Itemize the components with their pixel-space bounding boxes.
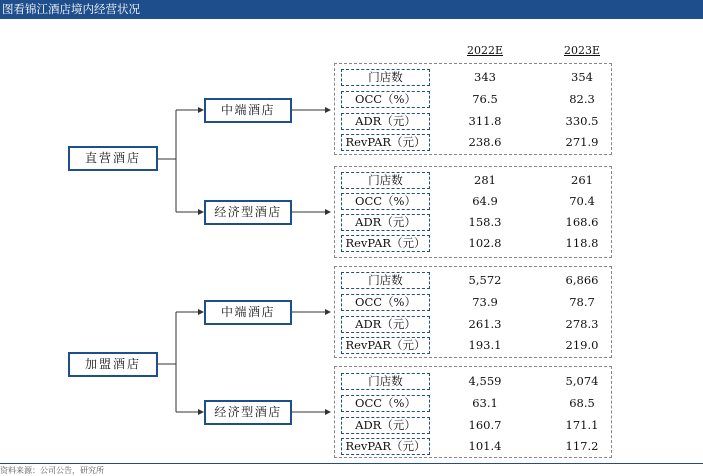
metric-label: RevPAR（元） [341, 235, 430, 252]
value-2023: 330.5 [565, 114, 599, 128]
value-2022: 5,572 [468, 273, 502, 287]
value-2022: 101.4 [468, 439, 502, 453]
year-header-2022: 2022E [466, 44, 504, 57]
value-2023: 5,074 [565, 374, 599, 388]
metric-label: 门店数 [341, 373, 430, 390]
value-2022: 238.6 [468, 135, 502, 149]
year-header-2023: 2023E [563, 44, 601, 57]
value-2022: 160.7 [468, 418, 502, 432]
value-2022: 4,559 [468, 374, 502, 388]
value-2022: 311.8 [468, 114, 502, 128]
figure-title: 图看锦江酒店境内经营状况 [0, 0, 703, 19]
value-2023: 70.4 [569, 194, 595, 208]
value-2023: 117.2 [565, 439, 599, 453]
value-2022: 76.5 [472, 92, 498, 106]
metric-label: ADR（元） [341, 417, 430, 434]
value-2023: 171.1 [565, 418, 599, 432]
value-2023: 118.8 [565, 236, 599, 250]
metric-label: ADR（元） [341, 316, 430, 333]
metric-label: RevPAR（元） [341, 134, 430, 151]
footer-rule [0, 463, 703, 464]
segment-box-franchise: 加盟酒店 [68, 352, 158, 377]
metric-label: RevPAR（元） [341, 337, 430, 354]
value-2022: 73.9 [472, 295, 498, 309]
metric-label: OCC（%） [341, 395, 430, 412]
value-2022: 343 [474, 70, 496, 84]
value-2023: 278.3 [565, 317, 599, 331]
value-2022: 193.1 [468, 338, 502, 352]
metric-label: OCC（%） [341, 193, 430, 210]
value-2022: 63.1 [472, 396, 498, 410]
value-2023: 82.3 [569, 92, 595, 106]
type-box-direct-economy: 经济型酒店 [204, 200, 292, 225]
segment-box-direct: 直营酒店 [68, 146, 158, 171]
value-2023: 78.7 [569, 295, 595, 309]
value-2023: 6,866 [565, 273, 599, 287]
value-2022: 158.3 [468, 215, 502, 229]
metric-label: OCC（%） [341, 294, 430, 311]
metric-label: RevPAR（元） [341, 438, 430, 455]
value-2022: 261.3 [468, 317, 502, 331]
value-2023: 168.6 [565, 215, 599, 229]
value-2022: 102.8 [468, 236, 502, 250]
value-2023: 354 [571, 70, 593, 84]
value-2022: 281 [474, 173, 496, 187]
value-2023: 68.5 [569, 396, 595, 410]
value-2022: 64.9 [472, 194, 498, 208]
value-2023: 219.0 [565, 338, 599, 352]
metric-label: OCC（%） [341, 91, 430, 108]
value-2023: 261 [571, 173, 593, 187]
metric-label: 门店数 [341, 272, 430, 289]
type-box-franchise-economy: 经济型酒店 [204, 400, 292, 425]
metric-label: 门店数 [341, 69, 430, 86]
source-note: 资料来源：公司公告，研究所 [0, 466, 104, 475]
metric-label: 门店数 [341, 172, 430, 189]
value-2023: 271.9 [565, 135, 599, 149]
metric-label: ADR（元） [341, 214, 430, 231]
type-box-franchise-midscale: 中端酒店 [204, 300, 292, 325]
type-box-direct-midscale: 中端酒店 [204, 98, 292, 123]
metric-label: ADR（元） [341, 113, 430, 130]
